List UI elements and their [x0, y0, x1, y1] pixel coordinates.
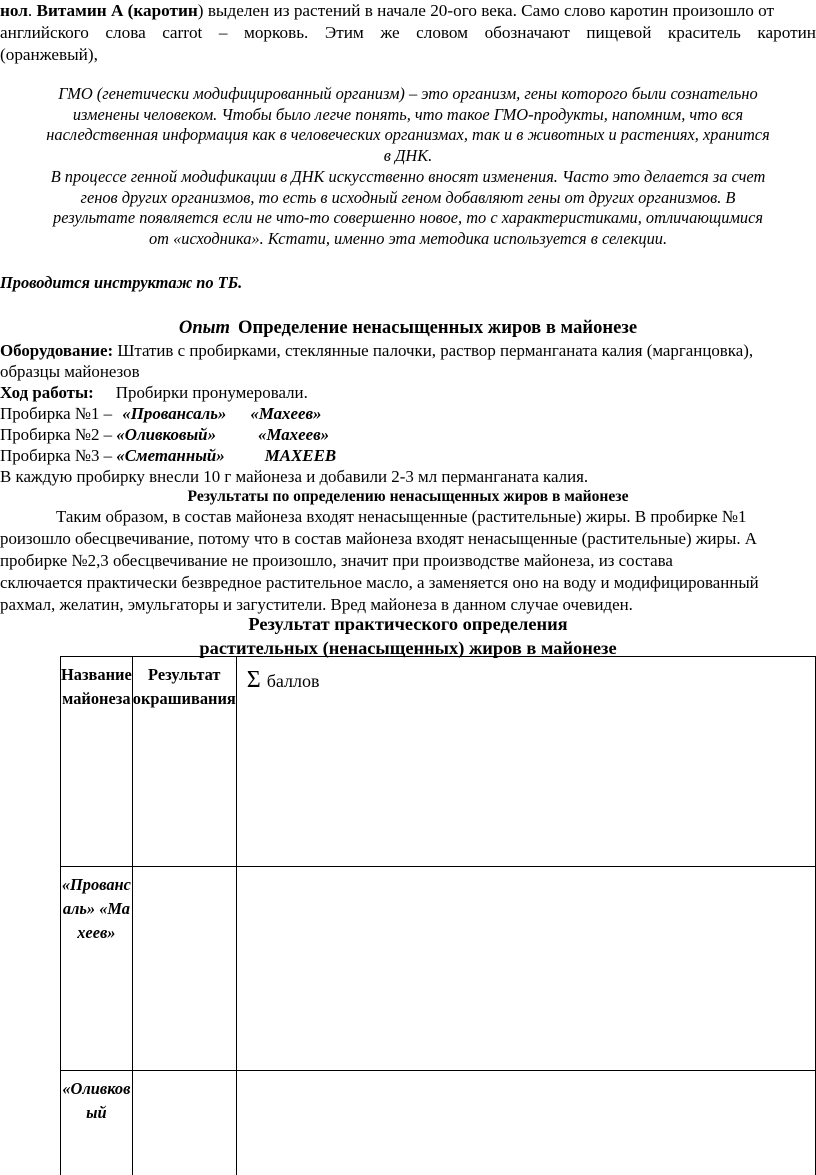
table-heading: Результат практического определения растительных (ненасыщенных) жиров в майонезе	[199, 614, 617, 658]
mayo-name-cell: «Оливковый	[61, 1071, 133, 1175]
table-row	[61, 867, 816, 1071]
equipment-label: Оборудование:	[0, 341, 114, 360]
gmo-line: В процессе генной модификации в ДНК искусственно вносят изменения. Часто это делается за счет	[50, 166, 766, 186]
result-cell[interactable]	[132, 867, 236, 1071]
result-cell[interactable]	[132, 1071, 236, 1175]
experiment-heading	[0, 317, 816, 339]
added-text: В каждую пробирку внесли 10 г майонеза и добавили 2-3 мл перманганата калия.	[0, 467, 589, 486]
conclusion-line: пробирке №2,3 обесцвечивание не произошло, значит при производстве майонеза, из состава	[0, 551, 673, 570]
gmo-line: от «исходника». Кстати, именно эта методика используется в селекции.	[148, 228, 668, 248]
gmo-line: изменены человеком. Чтобы было легче понять, что такое ГМО-продукты, напомним, что вся	[72, 104, 744, 124]
score-cell[interactable]	[236, 1071, 815, 1175]
results-heading: Результаты по определению ненасыщенных жиров в майонезе	[187, 488, 629, 505]
experiment-title: Определение ненасыщенных жиров в майонезе	[238, 317, 638, 338]
gmo-line: в ДНК.	[383, 146, 433, 166]
table-row	[61, 1071, 816, 1175]
tube-item: Пробирка №2 – «Оливковый» «Махеев»	[0, 425, 330, 444]
gmo-line: ГМО (генетически модифицированный организм) – это организм, гены которого были сознательно	[58, 84, 758, 103]
table-header-row	[61, 657, 816, 867]
equipment-text: Штатив с пробирками, стеклянные палочки, раствор перманганата калия (марганцовка),	[113, 341, 754, 360]
tube-item: Пробирка №1 – «Провансаль» «Махеев»	[0, 404, 322, 423]
score-label: баллов	[266, 671, 320, 691]
gmo-line: генов других организмов, то есть в исходный геном добавляют гены от других организмов. В	[80, 187, 736, 207]
procedure-section	[0, 382, 816, 403]
mayo-name-cell: «Провансаль» «Махеев»	[61, 867, 133, 1071]
intro-line-3: (оранжевый),	[0, 45, 98, 64]
intro-paragraph	[0, 0, 816, 66]
score-cell[interactable]	[236, 867, 815, 1071]
procedure-text: Пробирки пронумеровали.	[115, 383, 308, 402]
conclusion-line: Таким образом, в состав майонеза входят ненасыщенные (растительные) жиры. В пробирке №1	[56, 507, 747, 526]
conclusion-line: рахмал, желатин, эмульгаторы и загустители. Вред майонеза в данном случае очевиден.	[0, 595, 633, 614]
column-header-score	[236, 657, 815, 867]
procedure-label: Ход работы:	[0, 383, 94, 402]
equipment-text-cont: образцы майонезов	[0, 362, 140, 381]
conclusion-paragraph	[0, 506, 816, 616]
sigma-symbol: Σ	[246, 667, 261, 693]
gmo-paragraph	[0, 84, 816, 250]
intro-line-1: нол. Витамин А (каротин) выделен из растений в начале 20-ого века. Само слово каротин произошло от	[0, 1, 775, 20]
gmo-line: результате появляется если не что-то совершенно новое, то с характеристиками, отличающимися	[53, 208, 763, 228]
conclusion-line: сключается практически безвредное растительное масло, а заменяется оно на воду и модифицированный	[0, 573, 759, 592]
column-header-name: Название майонеза	[61, 657, 133, 867]
conclusion-line: роизошло обесцвечивание, потому что в состав майонеза входят ненасыщенные (растительные) жиры. А	[0, 529, 757, 548]
experiment-label: Опыт	[178, 317, 231, 338]
intro-line-2: английского слова carrot – морковь. Этим же словом обозначают пищевой краситель каротин	[0, 23, 816, 42]
gmo-line: наследственная информация как в человеческих организмах, так и в животных и растениях, хранится	[46, 125, 770, 145]
column-header-result: Результат окрашивания	[132, 657, 236, 867]
results-table	[60, 656, 816, 1175]
tube-item: Пробирка №3 – «Сметанный» МАХЕЕВ	[0, 446, 337, 465]
tube-list	[0, 403, 816, 487]
safety-briefing: Проводится инструктаж по ТБ.	[0, 273, 243, 292]
equipment-section	[0, 340, 816, 382]
